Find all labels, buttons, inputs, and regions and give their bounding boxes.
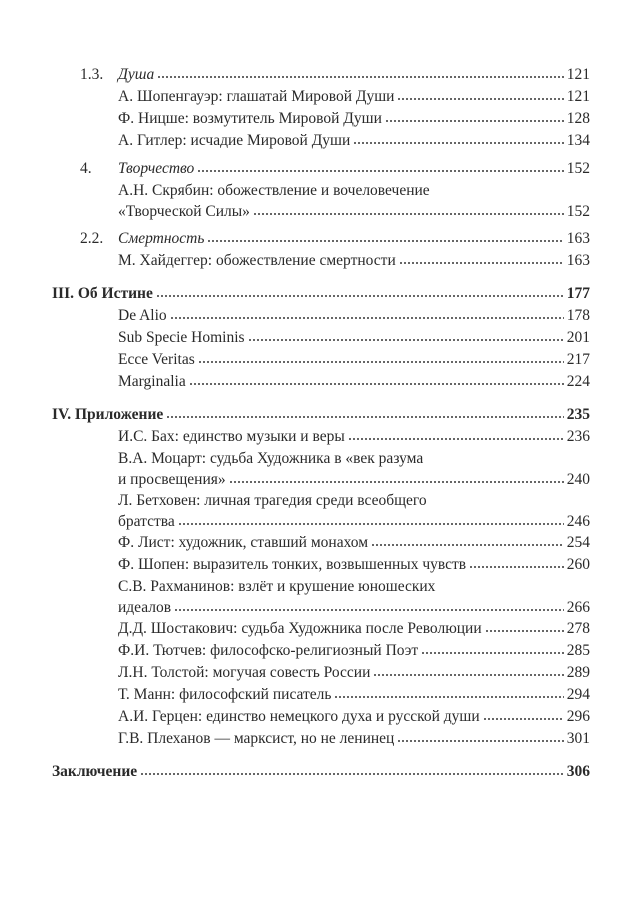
dot-leader: [334, 695, 563, 699]
toc-entry: [52, 618, 590, 640]
toc-entry: [52, 371, 590, 393]
dot-leader: [197, 169, 563, 173]
dot-leader: [421, 651, 564, 655]
toc-group: [52, 228, 590, 272]
entry-title: Д.Д. Шостакович: судьба Художника после Революции: [118, 620, 482, 637]
entry-title: Л. Бетховен: личная трагедия среди всеобщего: [118, 492, 427, 509]
page-number: 294: [566, 686, 590, 703]
toc-entry: [52, 532, 590, 554]
table-of-contents: [52, 64, 590, 783]
page-number: 236: [566, 428, 590, 445]
entry-title: De Alio: [118, 307, 167, 324]
dot-leader: [198, 360, 564, 364]
toc-entry: [52, 512, 590, 532]
entry-title: Душа: [118, 66, 155, 83]
entry-title: М. Хайдеггер: обожествление смертности: [118, 252, 396, 269]
entry-title: братства: [118, 513, 175, 530]
page-number: 177: [566, 285, 590, 302]
entry-title: Т. Манн: философский писатель: [118, 686, 332, 703]
toc-entry: [52, 470, 590, 490]
entry-title: Ecce Veritas: [118, 351, 195, 368]
section-title: IV. Приложение: [52, 406, 164, 423]
dot-leader: [371, 543, 564, 547]
page-number: 246: [566, 513, 590, 530]
dot-leader: [156, 294, 564, 298]
page-number: 163: [566, 230, 590, 247]
entry-title: Marginalia: [118, 373, 186, 390]
toc-entry: [52, 108, 590, 130]
toc-entry: [52, 706, 590, 728]
page-number: 254: [566, 534, 590, 551]
toc-section-heading: [52, 404, 590, 426]
dot-leader: [253, 212, 564, 216]
dot-leader: [469, 565, 564, 569]
page-number: 134: [566, 132, 590, 149]
page-number: 201: [566, 329, 590, 346]
entry-number: 2.2.: [80, 230, 104, 247]
page-number: 152: [566, 203, 590, 220]
dot-leader: [385, 119, 564, 123]
toc-entry: [52, 490, 590, 512]
toc-section: [52, 283, 590, 393]
dot-leader: [207, 239, 563, 243]
section-title: Заключение: [52, 763, 138, 780]
page-number: 260: [566, 556, 590, 573]
dot-leader: [140, 772, 564, 776]
entry-number: 4.: [80, 160, 92, 177]
toc-entry: [52, 554, 590, 576]
page-number: 285: [566, 642, 590, 659]
toc-entry: [52, 448, 590, 470]
toc-entry: [52, 349, 590, 371]
toc-entry: [52, 180, 590, 202]
entry-title: Смертность: [118, 230, 205, 247]
toc-entry: [52, 64, 590, 86]
dot-leader: [353, 141, 563, 145]
section-title: III. Об Истине: [52, 285, 153, 302]
dot-leader: [397, 97, 563, 101]
entry-title: Творчество: [118, 160, 195, 177]
dot-leader: [157, 75, 564, 79]
dot-leader: [485, 629, 564, 633]
page-number: 289: [566, 664, 590, 681]
dot-leader: [348, 437, 564, 441]
entry-title: А.И. Герцен: единство немецкого духа и русской души: [118, 708, 480, 725]
toc-entry: [52, 728, 590, 750]
entry-title: Ф. Ницше: возмутитель Мировой Души: [118, 110, 382, 127]
page-number: 121: [566, 66, 590, 83]
toc-entry: [52, 426, 590, 448]
entry-title: Г.В. Плеханов — марксист, но не ленинец: [118, 730, 395, 747]
page-number: 121: [566, 88, 590, 105]
dot-leader: [399, 261, 564, 265]
toc-entry: [52, 598, 590, 618]
dot-leader: [397, 739, 563, 743]
entry-title: идеалов: [118, 599, 172, 616]
toc-entry: [52, 250, 590, 272]
dot-leader: [189, 382, 564, 386]
dot-leader: [166, 415, 563, 419]
toc-entry: [52, 662, 590, 684]
dot-leader: [170, 316, 564, 320]
page-number: 306: [566, 763, 590, 780]
toc-group: [52, 158, 590, 222]
page-number: 152: [566, 160, 590, 177]
toc-entry: [52, 640, 590, 662]
entry-title: Ф.И. Тютчев: философско-религиозный Поэт: [118, 642, 419, 659]
page-number: 163: [566, 252, 590, 269]
entry-title: Л.Н. Толстой: могучая совесть России: [118, 664, 371, 681]
page-number: 240: [566, 471, 590, 488]
toc-entry: [52, 86, 590, 108]
toc-entry: [52, 305, 590, 327]
entry-title: Ф. Шопен: выразитель тонких, возвышенных чувств: [118, 556, 467, 573]
toc-section-heading: [52, 761, 590, 783]
entry-title: И.С. Бах: единство музыки и веры: [118, 428, 345, 445]
toc-entry: [52, 684, 590, 706]
entry-title: В.А. Моцарт: судьба Художника в «век разума: [118, 450, 424, 467]
page-number: 266: [566, 599, 590, 616]
toc-entry: [52, 576, 590, 598]
toc-entry: [52, 327, 590, 349]
toc-section: [52, 404, 590, 750]
toc-section: [52, 761, 590, 783]
entry-title: А. Шопенгауэр: глашатай Мировой Души: [118, 88, 395, 105]
dot-leader: [248, 338, 564, 342]
entry-title: и просвещения»: [118, 471, 226, 488]
page-number: 178: [566, 307, 590, 324]
entry-title: А.Н. Скрябин: обожествление и вочеловечение: [118, 182, 430, 199]
dot-leader: [178, 522, 564, 526]
entry-title: Sub Specie Hominis: [118, 329, 245, 346]
entry-title: «Творческой Силы»: [118, 203, 250, 220]
entry-title: Ф. Лист: художник, ставший монахом: [118, 534, 368, 551]
toc-entry: [52, 202, 590, 222]
dot-leader: [229, 480, 564, 484]
entry-title: С.В. Рахманинов: взлёт и крушение юношеских: [118, 578, 436, 595]
page-number: 301: [566, 730, 590, 747]
dot-leader: [483, 717, 564, 721]
page-number: 224: [566, 373, 590, 390]
toc-entry: [52, 228, 590, 250]
entry-number: 1.3.: [80, 66, 104, 83]
page-number: 296: [566, 708, 590, 725]
toc-entry: [52, 130, 590, 152]
dot-leader: [174, 608, 564, 612]
toc-section-heading: [52, 283, 590, 305]
toc-group: [52, 64, 590, 152]
toc-entry: [52, 158, 590, 180]
page-number: 217: [566, 351, 590, 368]
page-number: 235: [566, 406, 590, 423]
entry-title: А. Гитлер: исчадие Мировой Души: [118, 132, 351, 149]
dot-leader: [373, 673, 563, 677]
page-number: 278: [566, 620, 590, 637]
page-number: 128: [566, 110, 590, 127]
